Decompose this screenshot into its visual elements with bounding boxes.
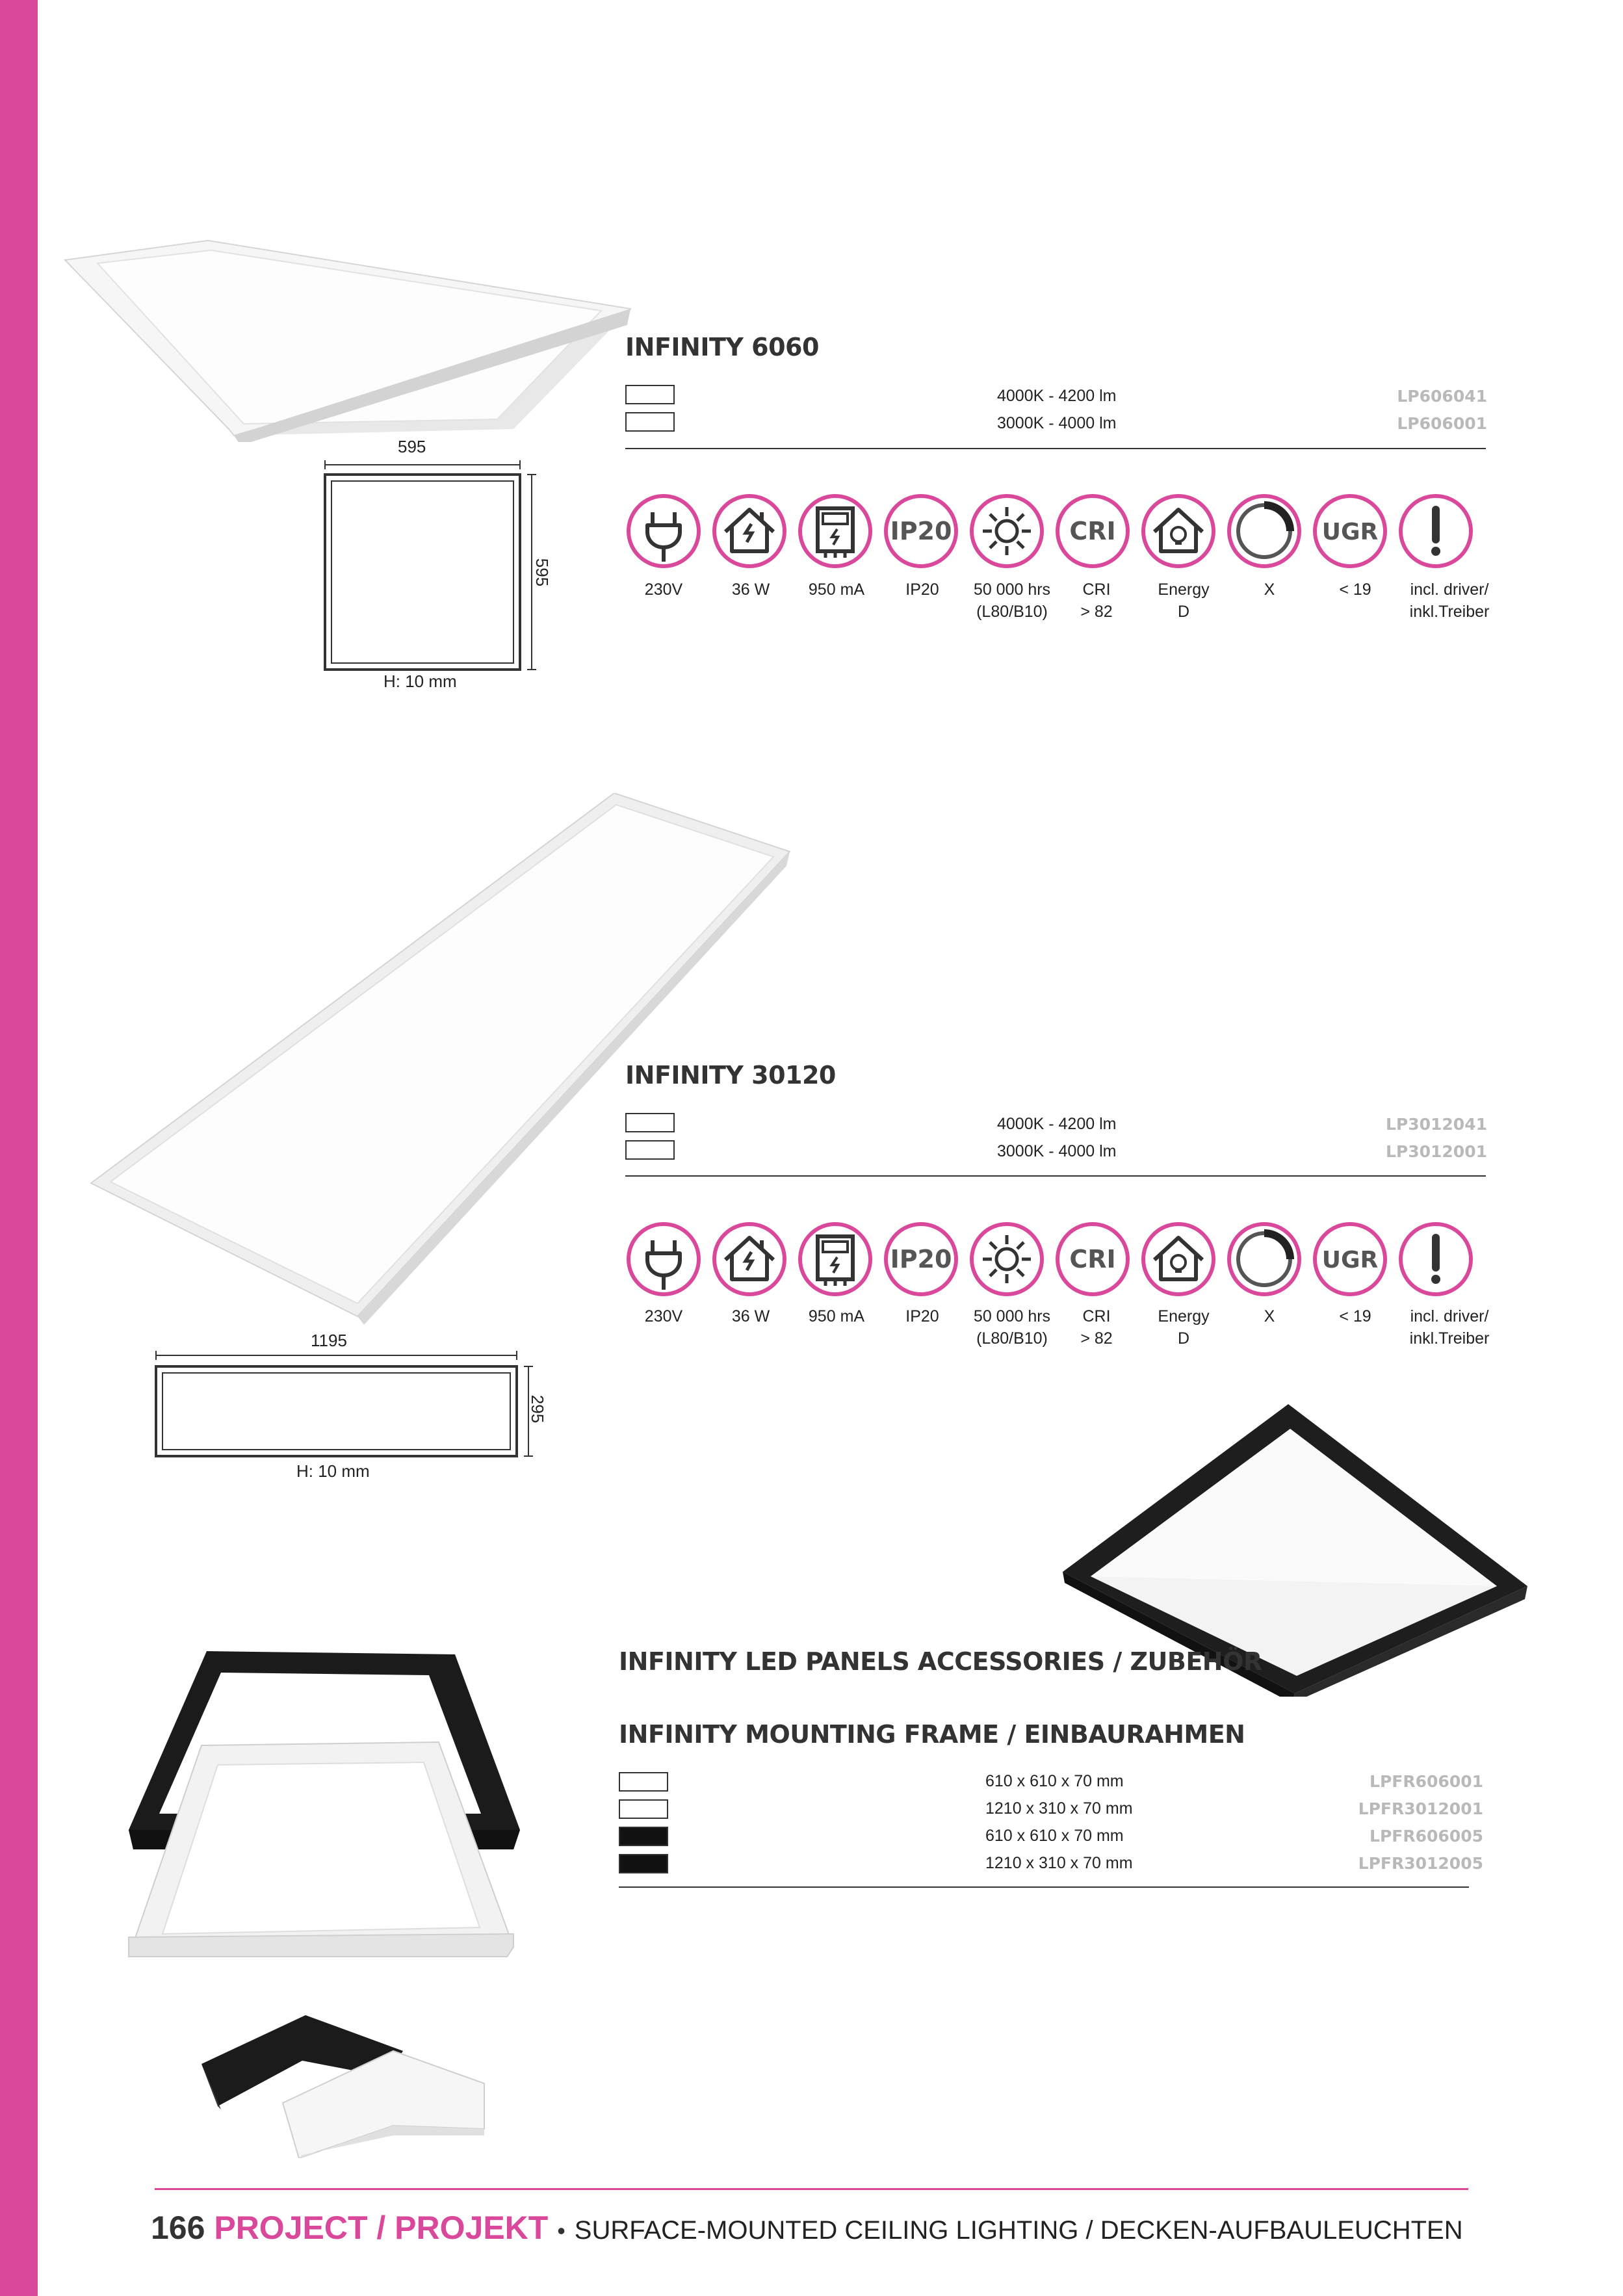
product-code: LP606001	[1397, 414, 1487, 433]
product-image-6060	[58, 234, 643, 442]
divider	[625, 448, 1486, 449]
svg-text:CRI: CRI	[1069, 517, 1116, 545]
house-lightning-icon	[711, 1221, 788, 1298]
variant-spec: 3000K - 4000 lm	[997, 414, 1117, 432]
spec-ip-rating: IP20	[905, 1307, 939, 1325]
variant-spec: 610 x 610 x 70 mm	[985, 1827, 1124, 1845]
ugr-icon	[1312, 493, 1388, 569]
dimension-depth: 295	[528, 1394, 548, 1424]
color-swatch-white	[625, 412, 675, 432]
energy-house-icon	[1140, 493, 1217, 569]
svg-text:UGR: UGR	[1321, 519, 1379, 545]
driver-box-icon	[797, 1221, 874, 1298]
plug-icon	[625, 1221, 702, 1298]
mounting-frames-image	[123, 1641, 539, 1960]
footer-rule	[155, 2188, 1468, 2190]
section-title: PROJECT / PROJEKT	[214, 2210, 549, 2246]
svg-text:IP20: IP20	[890, 517, 952, 545]
product-code: LPFR3012005	[1358, 1854, 1483, 1873]
spec-driver: incl. driver/ inkl.Treiber	[1409, 581, 1490, 621]
product-title: INFINITY 6060	[625, 333, 819, 361]
color-swatch-white	[625, 1140, 675, 1160]
product-code: LPFR3012001	[1358, 1799, 1483, 1818]
sun-icon	[968, 493, 1045, 569]
spec-ugr: < 19	[1339, 581, 1371, 599]
frame-corner-detail-image	[198, 1999, 491, 2158]
dimmer-icon	[1226, 1221, 1303, 1298]
spec-lifetime: 50 000 hrs (L80/B10)	[973, 581, 1051, 621]
product-code: LP3012041	[1385, 1115, 1487, 1134]
spec-icon-row	[625, 493, 1490, 569]
color-swatch-black	[619, 1827, 668, 1846]
ip20-icon	[883, 1221, 959, 1298]
spec-current: 950 mA	[808, 1307, 865, 1325]
divider	[619, 1886, 1469, 1888]
spec-energy: Energy D	[1158, 1307, 1210, 1348]
svg-text:IP20: IP20	[890, 1245, 952, 1273]
exclamation-icon	[1397, 493, 1474, 569]
product-code: LPFR606005	[1370, 1827, 1483, 1846]
page-number: 166	[151, 2210, 205, 2246]
color-swatch-white	[619, 1772, 668, 1792]
technical-drawing-6060	[312, 455, 546, 683]
exclamation-icon	[1397, 1221, 1474, 1298]
side-accent-stripe	[0, 0, 38, 2296]
variant-spec: 610 x 610 x 70 mm	[985, 1772, 1124, 1790]
dimension-width: 595	[398, 437, 426, 456]
variant-spec: 4000K - 4200 lm	[997, 1115, 1117, 1133]
dimension-depth: 595	[532, 558, 552, 587]
spec-power: 36 W	[731, 581, 770, 599]
accessories-heading: INFINITY LED PANELS ACCESSORIES / ZUBEHÖR	[619, 1647, 1262, 1676]
color-swatch-white	[625, 1113, 675, 1132]
technical-drawing-30120	[146, 1346, 536, 1463]
cri-icon	[1054, 493, 1131, 569]
product-code: LP3012001	[1385, 1142, 1487, 1161]
spec-cri: CRI > 82	[1080, 1307, 1113, 1348]
spec-ugr: < 19	[1339, 1307, 1371, 1325]
page-footer	[151, 2209, 1463, 2247]
footer-bullet: •	[557, 2217, 565, 2244]
spec-ip-rating: IP20	[905, 581, 939, 599]
spec-current: 950 mA	[808, 581, 865, 599]
spec-voltage: 230V	[644, 1307, 683, 1325]
svg-text:UGR: UGR	[1321, 1247, 1379, 1273]
variant-spec: 1210 x 310 x 70 mm	[985, 1799, 1133, 1818]
spec-dimmable: X	[1264, 581, 1275, 599]
color-swatch-white	[619, 1799, 668, 1819]
svg-text:CRI: CRI	[1069, 1245, 1116, 1273]
product-title: INFINITY 30120	[625, 1061, 836, 1089]
spec-cri: CRI > 82	[1080, 581, 1113, 621]
mounting-frame-heading: INFINITY MOUNTING FRAME / EINBAURAHMEN	[619, 1720, 1245, 1749]
color-swatch-white	[625, 385, 675, 404]
dimension-height: H: 10 mm	[296, 1461, 370, 1481]
house-lightning-icon	[711, 493, 788, 569]
spec-icon-row	[625, 1221, 1490, 1298]
sun-icon	[968, 1221, 1045, 1298]
energy-house-icon	[1140, 1221, 1217, 1298]
spec-voltage: 230V	[644, 581, 683, 599]
spec-lifetime: 50 000 hrs (L80/B10)	[973, 1307, 1051, 1348]
plug-icon	[625, 493, 702, 569]
spec-power: 36 W	[731, 1307, 770, 1325]
spec-dimmable: X	[1264, 1307, 1275, 1325]
product-code: LPFR606001	[1370, 1772, 1483, 1791]
spec-energy: Energy D	[1158, 581, 1210, 621]
divider	[625, 1175, 1486, 1177]
variant-spec: 3000K - 4000 lm	[997, 1142, 1117, 1160]
driver-box-icon	[797, 493, 874, 569]
color-swatch-black	[619, 1854, 668, 1873]
variant-spec: 1210 x 310 x 70 mm	[985, 1854, 1133, 1872]
ip20-icon	[883, 493, 959, 569]
product-code: LP606041	[1397, 387, 1487, 406]
dimmer-icon	[1226, 493, 1303, 569]
dimension-width: 1195	[311, 1331, 347, 1350]
dimension-height: H: 10 mm	[383, 672, 457, 691]
section-subtitle: SURFACE-MOUNTED CEILING LIGHTING / DECKEN-AUFBAULEUCHTEN	[574, 2216, 1463, 2245]
spec-driver: incl. driver/ inkl.Treiber	[1409, 1307, 1490, 1348]
cri-icon	[1054, 1221, 1131, 1298]
ugr-icon	[1312, 1221, 1388, 1298]
variant-spec: 4000K - 4200 lm	[997, 387, 1117, 405]
